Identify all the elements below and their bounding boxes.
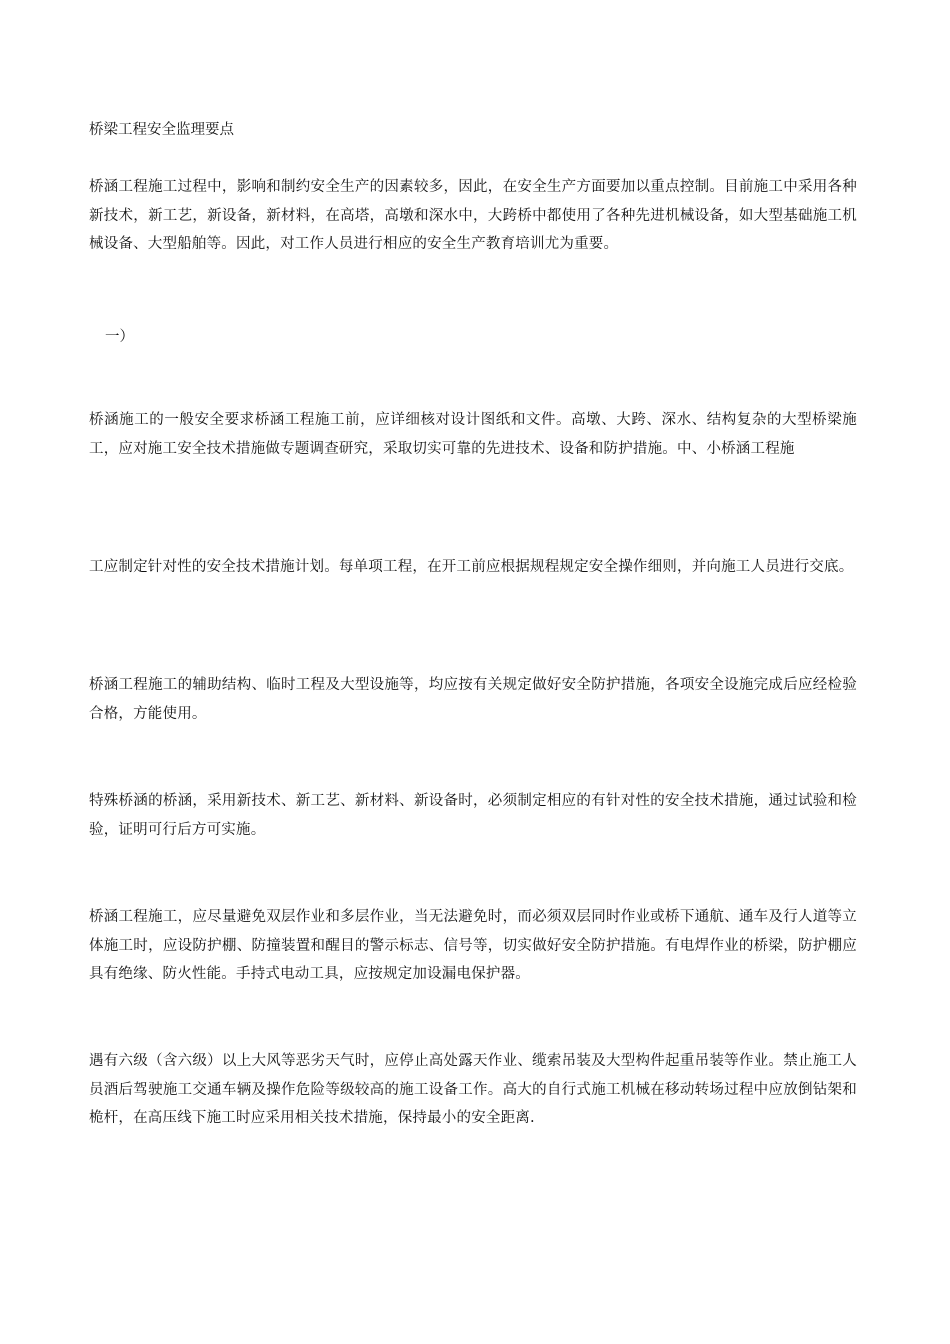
document-title: 桥梁工程安全监理要点 bbox=[89, 122, 234, 138]
paragraph-layered-work: 桥涵工程施工，应尽量避免双层作业和多层作业，当无法避免时，而必须双层同时作业或桥下通航、通车及行人道等立体施工时，应设防护棚、防撞装置和醒目的警示标志、信号等，切实做好安全防护措施。有电焊作业的桥梁，防护棚应具有绝缘、防火性能。手持式电动工具，应按规定加设漏电保护器。 bbox=[89, 909, 857, 982]
paragraph-general-requirements: 桥涵施工的一般安全要求桥涵工程施工前，应详细核对设计图纸和文件。高墩、大跨、深水、结构复杂的大型桥梁施工，应对施工安全技术措施做专题调查研究，采取切实可靠的先进技术、设备和防护措施。中、小桥涵工程施 bbox=[89, 412, 857, 457]
section-marker: 一） bbox=[105, 329, 134, 345]
paragraph-auxiliary-structures: 桥涵工程施工的辅助结构、临时工程及大型设施等，均应按有关规定做好安全防护措施，各项安全设施完成后应经检验合格，方能使用。 bbox=[89, 677, 857, 722]
paragraph-safety-plan: 工应制定针对性的安全技术措施计划。每单项工程，在开工前应根据规程规定安全操作细则，并向施工人员进行交底。 bbox=[89, 559, 854, 575]
paragraph-special-bridges: 特殊桥涵的桥涵，采用新技术、新工艺、新材料、新设备时，必须制定相应的有针对性的安全技术措施，通过试验和检验，证明可行后方可实施。 bbox=[89, 793, 857, 838]
paragraph-intro: 桥涵工程施工过程中，影响和制约安全生产的因素较多，因此，在安全生产方面要加以重点控制。目前施工中采用各种新技术，新工艺，新设备，新材料，在高塔，高墩和深水中，大跨桥中都使用了各种先进机械设备，如大型基础施工机械设备、大型船舶等。因此，对工作人员进行相应的安全生产教育培训尤为重要。 bbox=[89, 179, 857, 252]
paragraph-weather: 遇有六级（含六级）以上大风等恶劣天气时，应停止高处露天作业、缆索吊装及大型构件起重吊装等作业。禁止施工人员酒后驾驶施工交通车辆及操作危险等级较高的施工设备工作。高大的自行式施工机械在移动转场过程中应放倒钻架和桅杆，在高压线下施工时应采用相关技术措施，保持最小的安全距离. bbox=[89, 1053, 857, 1126]
